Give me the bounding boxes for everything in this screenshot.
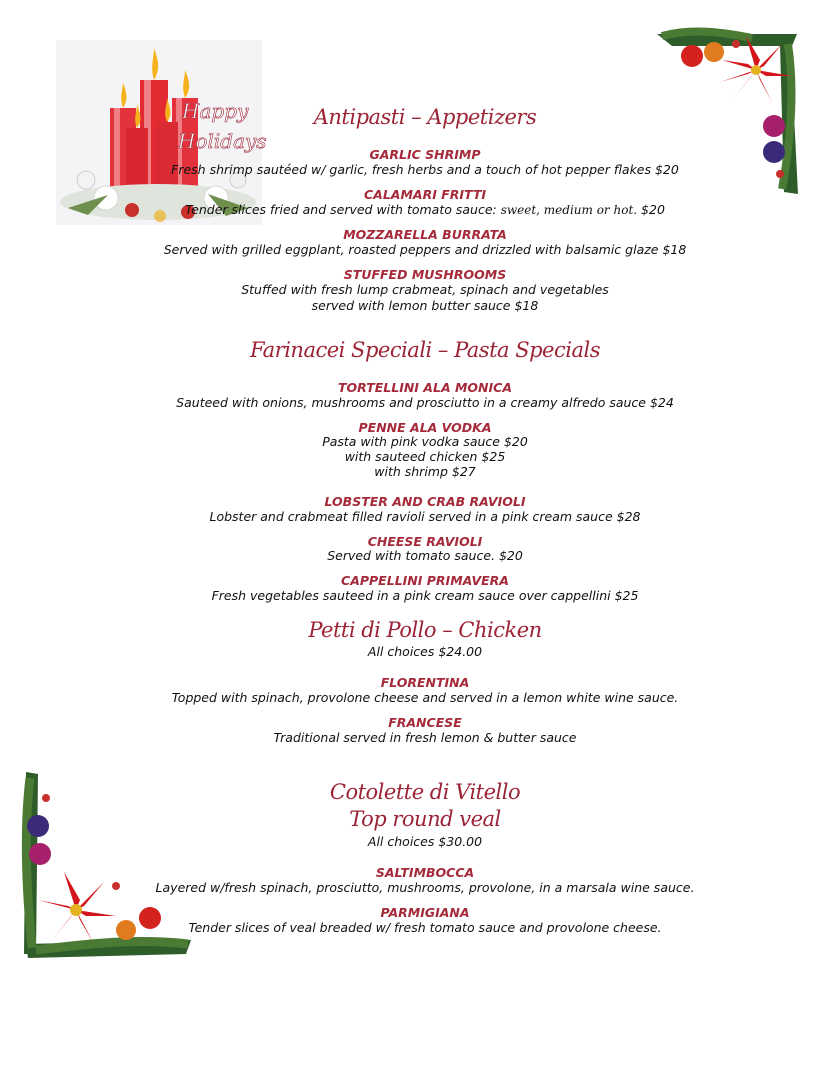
item-desc-francese: Traditional served in fresh lemon & butter sauce	[273, 730, 577, 745]
item-desc-mozzarella-burrata: Served with grilled eggplant, roasted peppers and drizzled with balsamic glaze $18	[163, 242, 687, 257]
item-desc-penne-vodka-1: Pasta with pink vodka sauce $20	[322, 434, 528, 449]
item-name-francese: FRANCESE	[388, 715, 462, 730]
item-name-penne-vodka: PENNE ALA VODKA	[358, 420, 492, 435]
item-desc-florentina: Topped with spinach, provolone cheese and served in a lemon white wine sauce.	[171, 690, 679, 705]
item-desc-stuffed-mushrooms-2: served with lemon butter sauce $18	[311, 298, 539, 313]
item-desc-garlic-shrimp: Fresh shrimp sautéed w/ garlic, fresh herbs and a touch of hot pepper flakes $20	[171, 162, 679, 177]
item-desc-penne-vodka-2: with sauteed chicken $25	[344, 449, 506, 464]
item-name-florentina: FLORENTINA	[380, 675, 470, 690]
section-heading-veal: Cotolette di Vitello	[329, 780, 521, 804]
item-desc-cappellini-primavera: Fresh vegetables sauteed in a pink cream sauce over cappellini $25	[211, 588, 639, 603]
item-name-stuffed-mushrooms: STUFFED MUSHROOMS	[343, 267, 507, 282]
logo-holidays: Holidays	[178, 129, 267, 153]
veal-price-note: All choices $30.00	[367, 834, 483, 849]
item-name-cappellini-primavera: CAPPELLINI PRIMAVERA	[341, 573, 509, 588]
item-name-calamari-fritti: CALAMARI FRITTI	[363, 187, 487, 202]
item-name-cheese-ravioli: CHEESE RAVIOLI	[367, 534, 483, 549]
section-subheading-veal: Top round veal	[349, 807, 501, 831]
item-desc-lobster-crab-ravioli: Lobster and crabmeat filled ravioli served in a pink cream sauce $28	[209, 509, 641, 524]
item-desc-calamari-fritti: Tender slices fried and served with tomato sauce: sweet, medium or hot. $20	[185, 202, 665, 217]
item-desc-parmigiana: Tender slices of veal breaded w/ fresh tomato sauce and provolone cheese.	[188, 920, 662, 935]
section-heading-pasta: Farinacei Speciali – Pasta Specials	[250, 338, 600, 362]
section-heading-appetizers: Antipasti – Appetizers	[313, 105, 537, 129]
item-name-garlic-shrimp: GARLIC SHRIMP	[369, 147, 481, 162]
item-name-saltimbocca: SALTIMBOCCA	[375, 865, 475, 880]
item-desc-saltimbocca: Layered w/fresh spinach, prosciutto, mushrooms, provolone, in a marsala wine sauce.	[155, 880, 695, 895]
chicken-price-note: All choices $24.00	[367, 644, 483, 659]
item-desc-penne-vodka-3: with shrimp $27	[374, 464, 476, 479]
item-desc-tortellini: Sauteed with onions, mushrooms and prosciutto in a creamy alfredo sauce $24	[176, 395, 674, 410]
item-name-tortellini: TORTELLINI ALA MONICA	[337, 380, 513, 395]
item-desc-stuffed-mushrooms-1: Stuffed with fresh lump crabmeat, spinach and vegetables	[241, 282, 609, 297]
logo-happy: Happy	[182, 99, 249, 123]
section-heading-chicken: Petti di Pollo – Chicken	[308, 618, 542, 642]
item-name-parmigiana: PARMIGIANA	[380, 905, 470, 920]
item-desc-cheese-ravioli: Served with tomato sauce. $20	[327, 548, 523, 563]
item-name-mozzarella-burrata: MOZZARELLA BURRATA	[343, 227, 507, 242]
item-name-lobster-crab-ravioli: LOBSTER AND CRAB RAVIOLI	[324, 494, 526, 509]
